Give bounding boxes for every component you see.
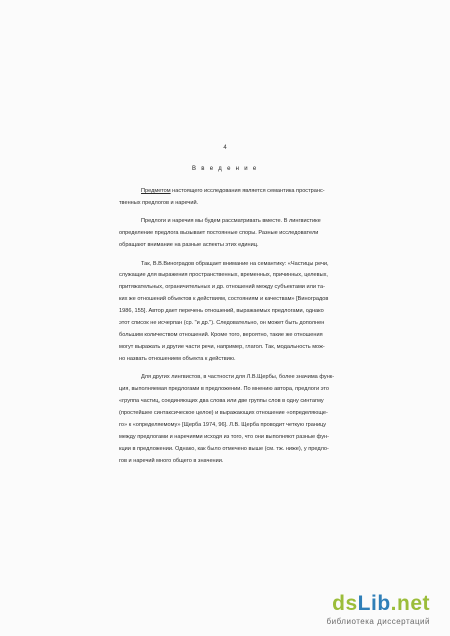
text-line: большим количеством отношений. Кроме того, вероятно, такие же отношения: [119, 331, 323, 338]
text-line: 1986, 155]. Автор дает перечень отношений, выражаемых предлогами, однако: [119, 308, 324, 315]
line-text: настоящего исследования является семантика пространс-: [170, 188, 325, 194]
text-line: ция, выполняемая предлогами в предложении. По мнению автора, предлоги это: [119, 386, 329, 393]
watermark-subtitle: библиотека диссертаций: [326, 617, 430, 626]
text-line: «группа частиц, соединяющих два слова или две группы слов в одну синтагму: [119, 398, 324, 404]
logo-part: .net: [390, 592, 430, 615]
paragraph: [119, 259, 371, 366]
logo-part: Lib: [357, 592, 391, 615]
paragraph: [119, 372, 371, 467]
underlined-term: Предметом: [141, 188, 171, 194]
text-line: гов и наречий много общего в значении.: [119, 457, 224, 464]
text-line: этот список не исчерпан (ср. "и др."). Следовательно, он может быть дополнен: [119, 320, 325, 327]
text-line: но назвать отношением объекта к действию.: [119, 355, 236, 362]
text-line: Предлоги и наречия мы будем рассматривать вместе. В лингвистике: [141, 218, 321, 225]
paragraph: [119, 216, 371, 252]
text-line: кции в предложении. Однако, как было отмечено выше (см. тж. ниже), у предло-: [119, 445, 329, 452]
body-text: [119, 186, 371, 474]
text-line: Так, В.В.Виноградов обращает внимание на семантику: «Частицы речи,: [141, 260, 329, 267]
dslib-watermark: [310, 593, 430, 626]
text-line: ких же отношений объектов к действиям, состояниям и качествам» [Виноградов: [119, 296, 329, 303]
logo-part: ds: [332, 592, 358, 615]
text-line: обращают внимание на разные аспекты этих единиц.: [119, 242, 259, 249]
text-line: го» к «определяемому» [Щерба 1974, 96]. Л.В. Щерба проводит четкую границу: [119, 421, 327, 428]
text-line: Для других лингвистов, в частности для Л.В.Щербы, более значима функ-: [141, 374, 335, 381]
text-line: служащие для выражения пространственных, временных, причинных, целевых,: [119, 272, 328, 279]
page-number: 4: [223, 145, 227, 151]
paragraph: [119, 186, 371, 210]
text-line: (простейшее синтаксическое целое) и выражающих отношение «определяюще-: [119, 409, 328, 416]
dslib-logo: [310, 593, 430, 614]
text-line: между предлогами и наречиями исходя из того, что они выполняют разные фун-: [119, 433, 329, 440]
text-line: притяжательных, ограничительных и др. отношений между субъектами или та-: [119, 284, 326, 291]
text-line: определение предлога вызывает постоянные споры. Разные исследователи: [119, 230, 319, 237]
text-line: твенных предлогов и наречий.: [119, 199, 199, 206]
page-heading: В в е д е н и е: [191, 166, 259, 172]
text-line: [119, 186, 371, 198]
text-line: могут выражать и другие части речи, например, глагол. Так, модальность мож-: [119, 343, 325, 350]
